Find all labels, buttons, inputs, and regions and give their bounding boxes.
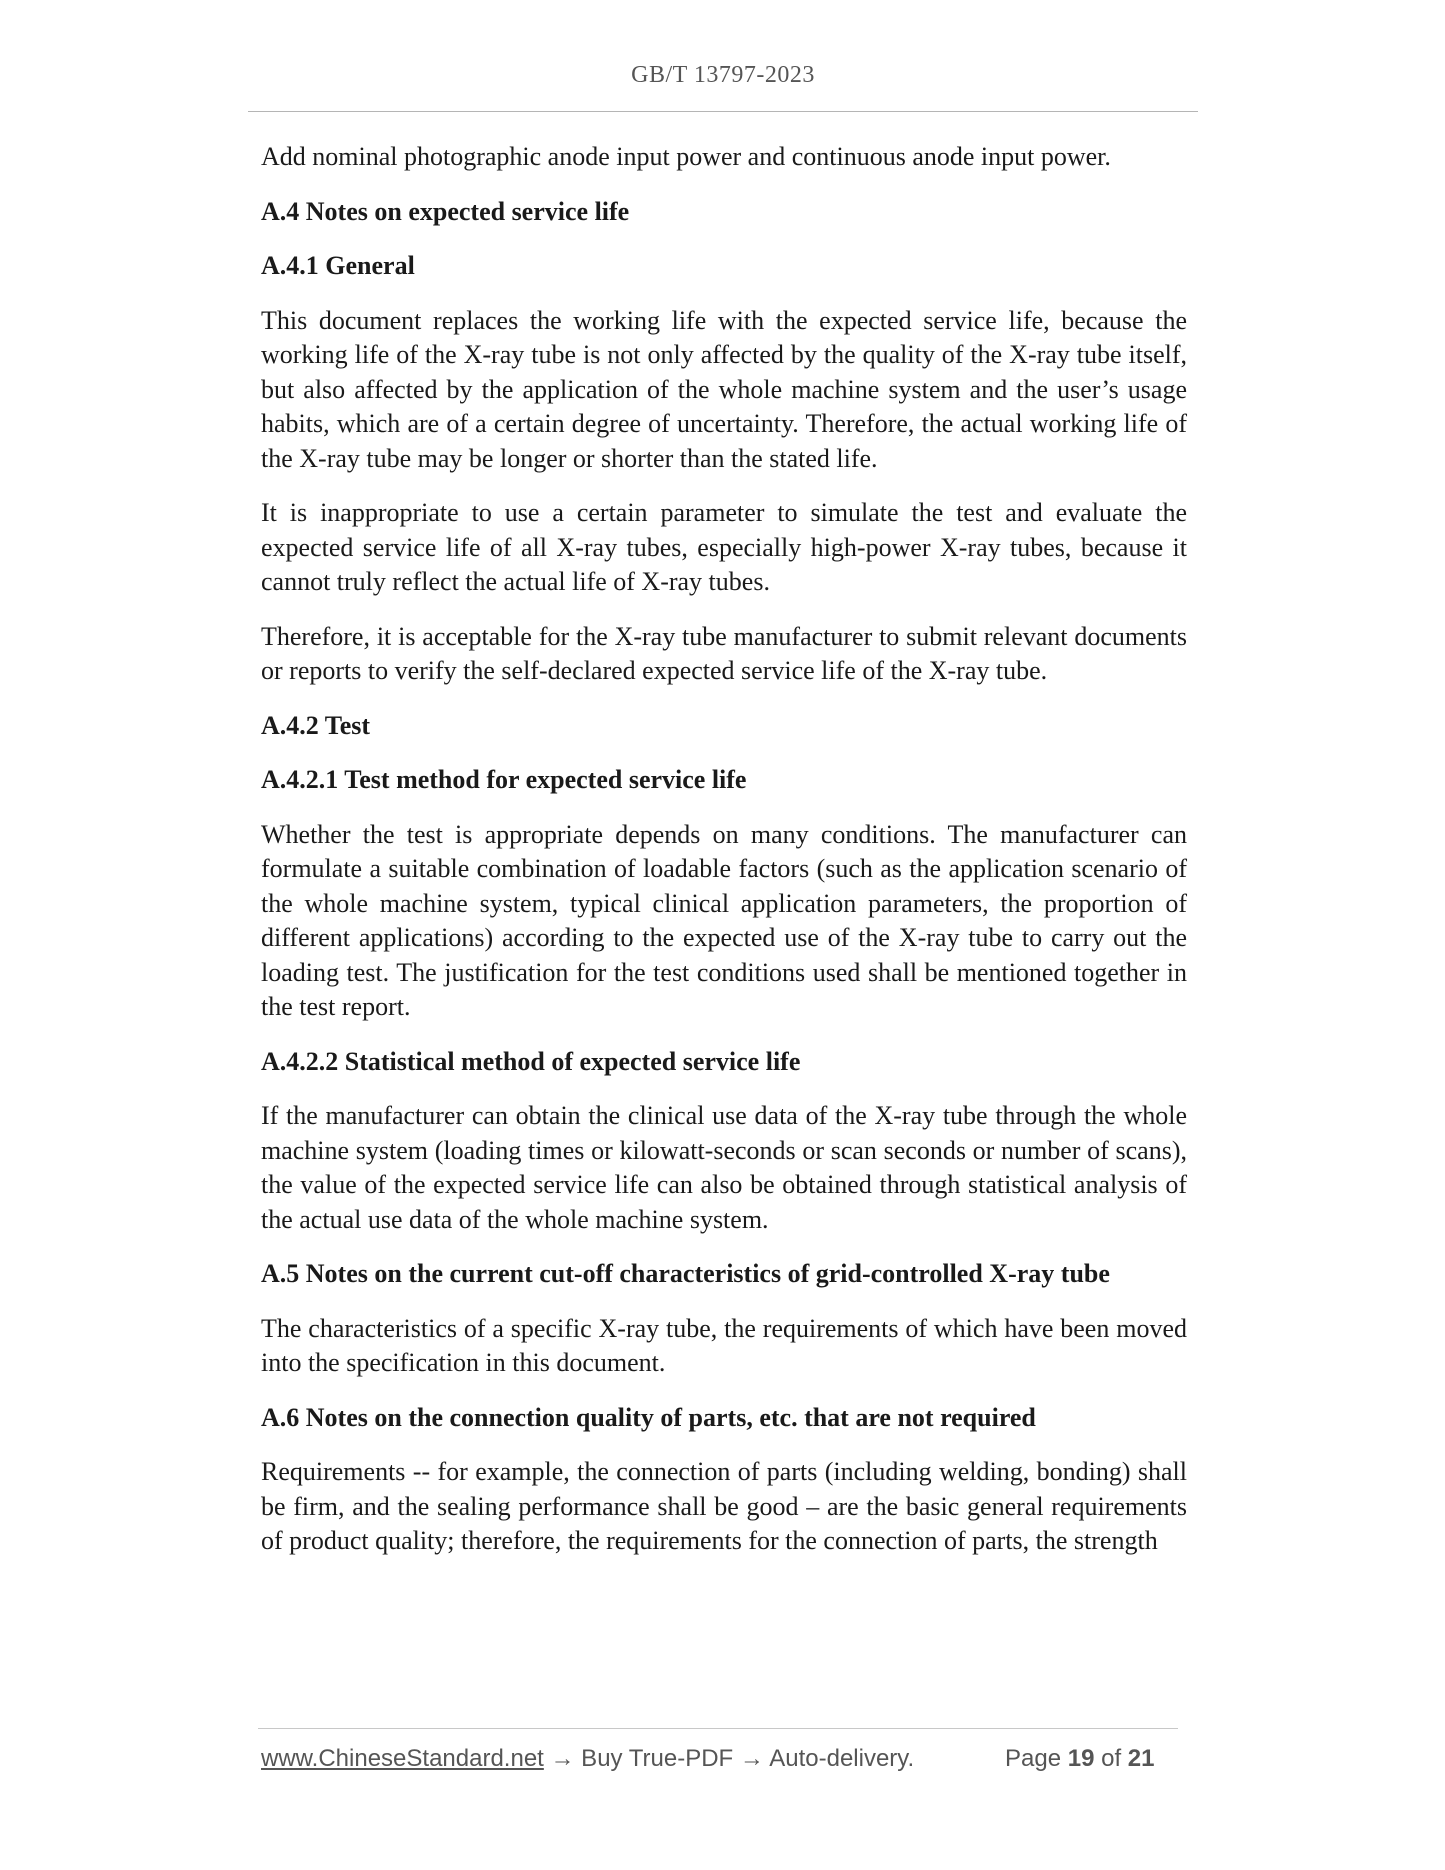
section-heading-a422: A.4.2.2 Statistical method of expected service life [261, 1046, 801, 1076]
page-current: 19 [1067, 1745, 1095, 1772]
section-heading-a6: A.6 Notes on the connection quality of parts, etc. that are not required [261, 1402, 1036, 1432]
paragraph-a41-3: Therefore, it is acceptable for the X-ray tube manufacturer to submit relevant documents or reports to verify the self-declared expected service life of the X-ray tube. [261, 621, 1187, 685]
section-heading-a41: A.4.1 General [261, 251, 415, 280]
paragraph-a5-1: The characteristics of a specific X-ray tube, the requirements of which have been moved into the specification in this document. [261, 1313, 1187, 1377]
page-header: GB/T 13797-2023 [631, 62, 815, 88]
document-body [261, 140, 1187, 1579]
site-link[interactable]: www.ChineseStandard.net [261, 1745, 544, 1772]
intro-paragraph: Add nominal photographic anode input power and continuous anode input power. [261, 142, 1111, 171]
header-divider [248, 111, 1198, 112]
section-heading-a4: A.4 Notes on expected service life [261, 196, 630, 226]
paragraph-a41-1: This document replaces the working life with the expected service life, because the working life of the X-ray tube is not only affected by the quality of the X-ray tube itself, but also affected by the application of the whole machine system and the user’s usage habits, which are of a certain degree of uncertainty. Therefore, the actual working life of the X-ray tube may be longer or shorter than the stated life. [261, 305, 1187, 473]
buy-text: → Buy True-PDF → Auto-delivery. [543, 1745, 915, 1772]
paragraph-a422-1: If the manufacturer can obtain the clinical use data of the X-ray tube through the whole machine system (loading times or kilowatt-seconds or scan seconds or number of scans), the value of the expected service life can also be obtained through statistical analysis of the actual use data of the whole machine system. [261, 1101, 1187, 1234]
section-heading-a5: A.5 Notes on the current cut-off characteristics of grid-controlled X-ray tube [261, 1259, 1110, 1288]
section-heading-a42: A.4.2 Test [261, 710, 371, 740]
paragraph-a6-1: Requirements -- for example, the connection of parts (including welding, bonding) shall be firm, and the sealing performance shall be good – are the basic general requirements of product quality; therefore, the requirements for the connection of parts, the strength [261, 1457, 1187, 1555]
page-footer [261, 1745, 1181, 1779]
page-label: Page [1005, 1745, 1068, 1772]
section-heading-a421: A.4.2.1 Test method for expected service life [261, 765, 747, 794]
paragraph-a421-1: Whether the test is appropriate depends on many conditions. The manufacturer can formulate a suitable combination of loadable factors (such as the application scenario of the whole machine system, typical clinical application parameters, the proportion of different applications) according to the expected use of the X-ray tube to carry out the loading test. The justification for the test conditions used shall be mentioned together in the test report. [261, 819, 1187, 1021]
page-total: 21 [1127, 1745, 1155, 1772]
page-indicator [1005, 1745, 1154, 1773]
paragraph-a41-2: It is inappropriate to use a certain parameter to simulate the test and evaluate the expected service life of all X-ray tubes, especially high-power X-ray tubes, because it cannot truly reflect the actual life of X-ray tubes. [261, 498, 1187, 596]
page-of: of [1094, 1745, 1128, 1772]
footer-divider [258, 1728, 1178, 1729]
footer-promo [261, 1745, 914, 1773]
